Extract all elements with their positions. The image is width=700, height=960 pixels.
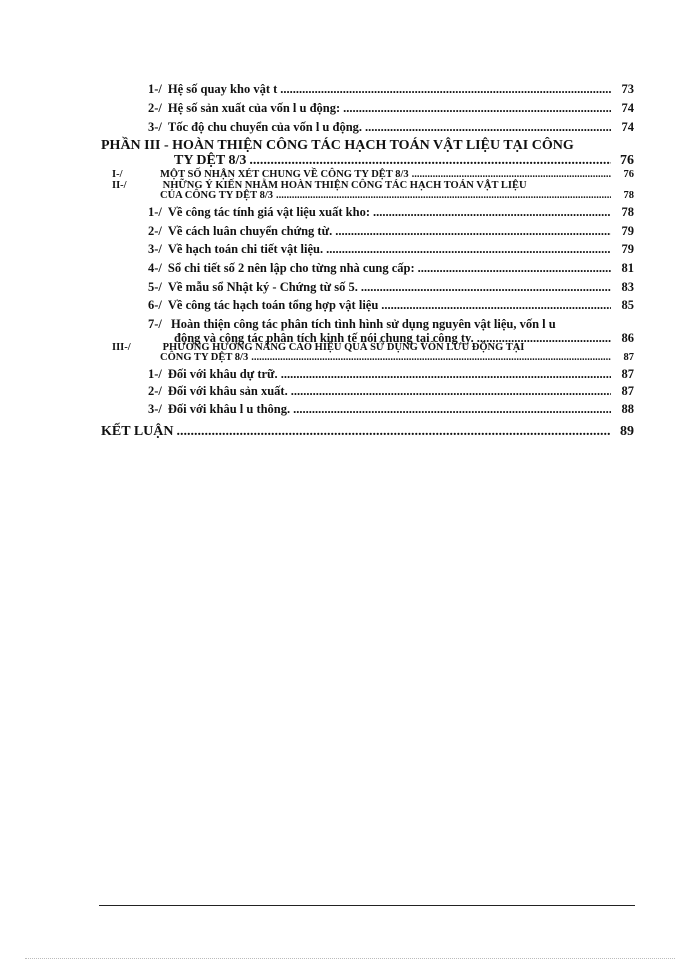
section-title-line2: CỦA CÔNG TY DỆT 8/3 [160,190,273,201]
toc-entry [148,384,634,398]
entry-title: Về công tác tính giá vật liệu xuất kho: [167,205,370,219]
part-heading [101,139,634,153]
entry-page: 87 [623,352,634,363]
entry-number: 4-/ [148,261,162,275]
entry-page: 83 [621,280,634,294]
footer-rule [99,905,635,906]
leader-dots [326,242,611,256]
entry-title: Đối với khâu l u thông. [167,402,291,416]
entry-page: 86 [621,331,634,345]
part-title-line2: TY DỆT 8/3 [174,153,247,168]
section-number: II-/ [112,180,127,191]
entry-number: 3-/ [148,242,162,256]
leader-dots [249,154,611,168]
toc-entry [148,298,634,312]
leader-dots [276,191,611,201]
section-entry [112,170,634,180]
section-title-line2: CÔNG TY DỆT 8/3 [160,352,249,363]
entry-title: Về hạch toán chi tiết vật liệu. [167,242,324,256]
toc-entry [148,120,634,134]
toc-entry [148,317,634,331]
entry-page: 87 [621,384,634,398]
section-title-line1: PHƯƠNG HƯỚNG NÂNG CAO HIỆU QUẢ SỬ DỤNG VỐN LƯU ĐỘNG TẠI [162,342,525,353]
section-number: I-/ [112,169,123,180]
entry-page: 79 [621,224,634,238]
entry-number: 2-/ [148,384,162,398]
entry-number: 2-/ [148,224,162,238]
section-number: III-/ [112,342,131,353]
entry-title: Hệ số quay kho vật t [167,82,278,96]
leader-dots [293,402,611,416]
entry-number: 7-/ [148,317,162,331]
entry-title: Đối với khâu dự trữ. [167,367,278,381]
entry-number: 5-/ [148,280,162,294]
entry-page: 74 [621,120,634,134]
toc-entry [148,402,634,416]
leader-dots [381,298,611,312]
leader-dots [373,205,611,219]
entry-title: Hệ số sản xuất của vốn l u động: [167,101,341,115]
entry-number: 3-/ [148,402,162,416]
section-entry-cont [160,353,634,363]
leader-dots [291,384,611,398]
entry-page: 76 [620,153,634,168]
entry-number: 1-/ [148,367,162,381]
conclusion-entry [101,425,634,439]
entry-page: 78 [621,205,634,219]
leader-dots [412,170,611,180]
leader-dots [281,367,611,381]
toc-entry [148,242,634,256]
entry-page: 85 [621,298,634,312]
toc-entry [148,82,634,96]
entry-title-line1: Hoàn thiện công tác phân tích tình hình sử dụng nguyên vật liệu, vốn l u [171,317,556,331]
page-edge-dotted-line [25,958,675,959]
entry-page: 87 [621,367,634,381]
section-title: MỘT SỐ NHẬN XÉT CHUNG VỀ CÔNG TY DỆT 8/3 [160,169,409,180]
leader-dots [418,261,611,275]
entry-number: 3-/ [148,120,162,134]
leader-dots [280,82,611,96]
entry-page: 88 [621,402,634,416]
toc-entry [148,367,634,381]
entry-title-line2: động và công tác phân tích kinh tế nói chung tại công ty. [174,331,474,345]
entry-title: Sổ chi tiết số 2 nên lập cho từng nhà cung cấp: [167,261,415,275]
entry-page: 78 [623,190,634,201]
entry-page: 76 [623,169,634,180]
toc-entry [148,280,634,294]
toc-entry [148,261,634,275]
entry-number: 1-/ [148,205,162,219]
toc-entry [148,205,634,219]
entry-title: Về công tác hạch toán tổng hợp vật liệu [167,298,379,312]
entry-number: 1-/ [148,82,162,96]
toc-entry [148,101,634,115]
leader-dots [176,425,611,439]
leader-dots [365,120,611,134]
leader-dots [251,353,611,363]
conclusion-title: KẾT LUẬN [101,424,174,439]
section-entry-cont [160,191,634,201]
entry-title: Đối với khâu sản xuất. [167,384,288,398]
leader-dots [361,280,611,294]
leader-dots [343,101,611,115]
part-title-line1: PHẦN III - HOÀN THIỆN CÔNG TÁC HẠCH TOÁN VẬT LIỆU TẠI CÔNG [101,138,574,153]
entry-page: 73 [621,82,634,96]
entry-title: Về cách luân chuyển chứng từ. [167,224,333,238]
entry-page: 74 [621,101,634,115]
toc-entry [148,224,634,238]
section-title-line1: NHỮNG Ý KIẾN NHẰM HOÀN THIỆN CÔNG TÁC HẠCH TOÁN VẬT LIỆU [162,180,527,191]
entry-page: 89 [620,424,634,439]
entry-page: 79 [621,242,634,256]
entry-title: Tốc độ chu chuyển của vốn l u động. [167,120,363,134]
leader-dots [335,224,611,238]
entry-title: Về mẫu sổ Nhật ký - Chứng từ số 5. [167,280,358,294]
part-heading-cont [174,154,634,168]
entry-page: 81 [621,261,634,275]
entry-number: 2-/ [148,101,162,115]
entry-number: 6-/ [148,298,162,312]
